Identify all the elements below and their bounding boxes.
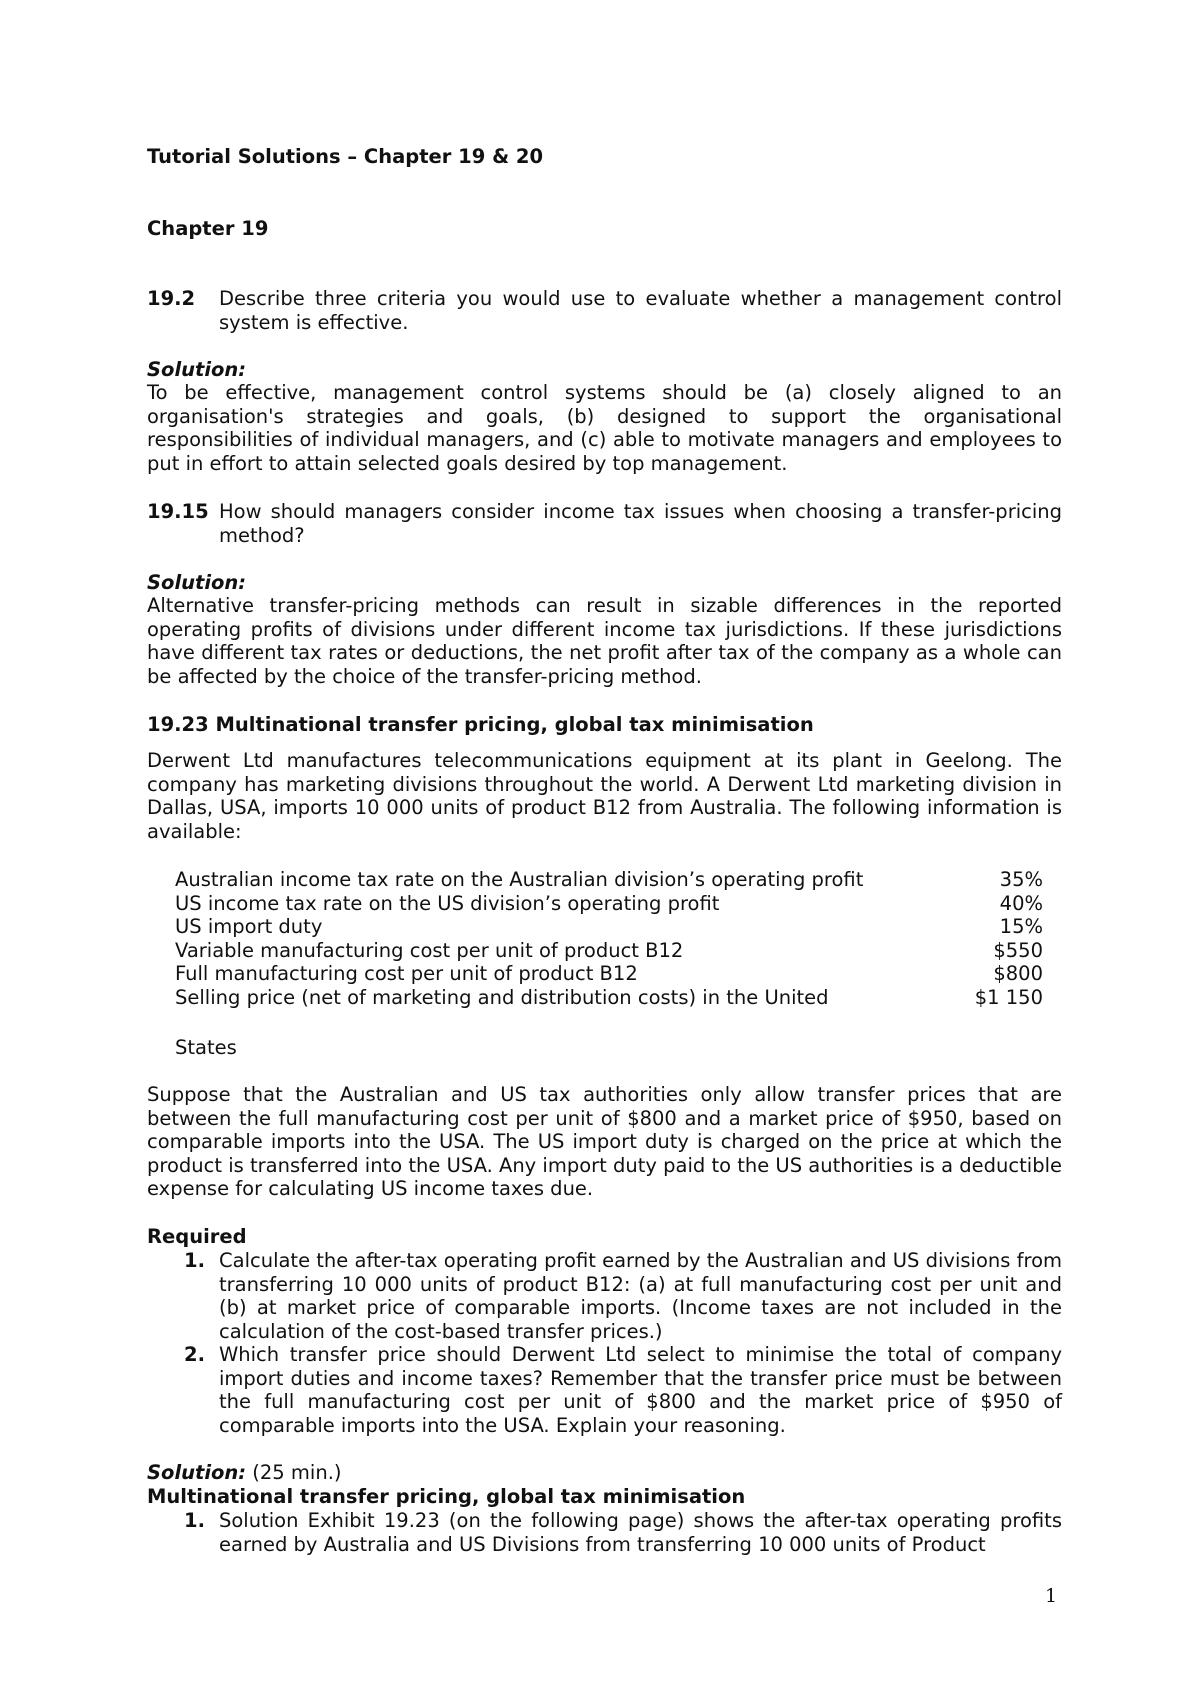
item-number: 1.: [184, 1249, 205, 1272]
question-19-23-heading: 19.23 Multinational transfer pricing, global tax minimisation: [147, 713, 814, 736]
document-title: Tutorial Solutions – Chapter 19 & 20: [147, 145, 544, 168]
info-value: 35%: [999, 868, 1043, 891]
info-row: [175, 868, 1043, 892]
required-item: [147, 1249, 1062, 1343]
solution-label: Solution:: [147, 571, 247, 594]
required-list: [147, 1249, 1062, 1437]
info-row: [175, 892, 1043, 916]
info-value: $1 150: [974, 985, 1043, 1009]
item-number: 1.: [184, 1509, 205, 1532]
solution-line: [147, 1461, 342, 1484]
question-number: 19.15: [147, 500, 209, 523]
solution-item: [147, 1509, 1062, 1556]
info-continuation: States: [175, 1036, 237, 1059]
required-label: Required: [147, 1225, 247, 1248]
question-19-15: [147, 500, 1062, 547]
solution-time: (25 min.): [252, 1461, 342, 1484]
info-row: [175, 915, 1043, 939]
question-text: How should managers consider income tax issues when choosing a transfer-pricing method?: [219, 500, 1062, 547]
info-row: [175, 962, 1043, 986]
question-19-2: [147, 287, 1062, 334]
item-number: 2.: [184, 1343, 205, 1366]
info-table: [175, 868, 1043, 1009]
question-number: 19.2: [147, 287, 196, 310]
info-label: US income tax rate on the US division’s operating profit: [175, 891, 720, 915]
info-label: US import duty: [175, 915, 323, 938]
question-intro: Derwent Ltd manufactures telecommunications equipment at its plant in Geelong. The company has marketing divisions throughout the world. A Derwent Ltd marketing division in Dallas, USA, imports 10 000 units of product B12 from Australia. The following information is available:: [147, 749, 1062, 843]
info-value: 40%: [999, 891, 1043, 915]
item-text: Solution Exhibit 19.23 (on the following page) shows the after-tax operating profits earned by Australia and US Divisions from transferring 10 000 units of Product: [219, 1509, 1062, 1556]
solution-text: To be effective, management control systems should be (a) closely aligned to an organisation's strategies and goals, (b) designed to support the organisational responsibilities of individual managers, and (c) able to motivate managers and employees to put in effort to attain selected goals desired by top management.: [147, 381, 1062, 475]
info-value: 15%: [999, 915, 1043, 938]
question-text: Describe three criteria you would use to evaluate whether a management control system is effective.: [219, 287, 1062, 334]
info-value: $800: [993, 962, 1043, 985]
info-label: Variable manufacturing cost per unit of product B12: [175, 938, 684, 962]
info-row: [175, 986, 1043, 1010]
info-label: Full manufacturing cost per unit of product B12: [175, 962, 638, 985]
item-text: Which transfer price should Derwent Ltd select to minimise the total of company import duties and income taxes? Remember that the transfer price must be between the full manufacturing cost per unit of $800 and the market price of $950 of comparable imports into the USA. Explain your reasoning.: [219, 1343, 1062, 1437]
info-value: $550: [993, 938, 1043, 962]
solution-label: Solution:: [147, 358, 247, 381]
solution-label: Solution:: [147, 1461, 247, 1484]
solution-text: Alternative transfer-pricing methods can result in sizable differences in the reported operating profits of divisions under different income tax jurisdictions. If these jurisdictions have different tax rates or deductions, the net profit after tax of the company as a whole can be affected by the choice of the transfer-pricing method.: [147, 594, 1062, 688]
solution-list: [147, 1509, 1062, 1556]
info-label: Australian income tax rate on the Australian division’s operating profit: [175, 868, 864, 891]
required-item: [147, 1343, 1062, 1437]
solution-heading: Multinational transfer pricing, global tax minimisation: [147, 1485, 746, 1508]
info-row: [175, 939, 1043, 963]
item-text: Calculate the after-tax operating profit earned by the Australian and US divisions from transferring 10 000 units of product B12: (a) at full manufacturing cost per unit and (b) at market price of comparable imports. (Income taxes are not included in the calculation of the cost-based transfer prices.): [219, 1249, 1062, 1343]
chapter-heading: Chapter 19: [147, 217, 269, 240]
info-label: Selling price (net of marketing and distribution costs) in the United: [175, 985, 829, 1009]
suppose-paragraph: Suppose that the Australian and US tax authorities only allow transfer prices that are between the full manufacturing cost per unit of $800 and a market price of $950, based on comparable imports into the USA. The US import duty is charged on the price at which the product is transferred into the USA. Any import duty paid to the US authorities is a deductible expense for calculating US income taxes due.: [147, 1083, 1062, 1200]
page-number: 1: [1045, 1585, 1058, 1607]
